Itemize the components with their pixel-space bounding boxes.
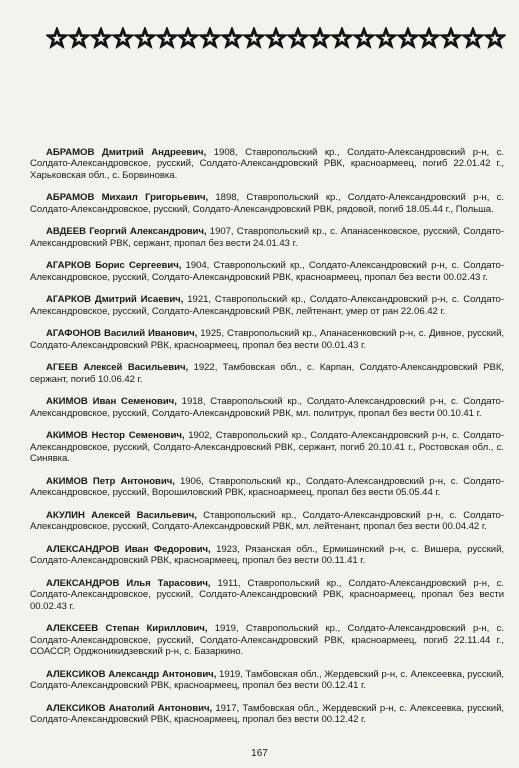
entry-details: Ставропольский кр., Солдато-Александровский р-н, с. Солдато-Александровское, русский, Солдато-Александровский РВК, мл. лейтенант, пропал без вести 00.04.42 г. bbox=[30, 509, 504, 533]
memorial-entry bbox=[30, 669, 504, 692]
entry-name: АГЕЕВ Алексей Васильевич, bbox=[46, 362, 189, 374]
entry-name: АЛЕКСАНДРОВ Иван Федорович, bbox=[46, 543, 211, 555]
star-outline-icon bbox=[199, 27, 221, 49]
star-outline-icon bbox=[221, 27, 243, 49]
star-outline-icon bbox=[68, 27, 90, 49]
entry-details: 1904, Ставропольский кр., Солдато-Александровский р-н, с. Солдато-Александровское, русский, Солдато-Александровский РВК, красноармеец, пропал без вести 00.02.43 г. bbox=[30, 260, 504, 283]
star-outline-icon bbox=[462, 27, 484, 49]
memorial-entry bbox=[30, 328, 504, 351]
memorial-entry bbox=[30, 544, 504, 567]
page-number: 167 bbox=[251, 748, 268, 759]
star-outline-icon bbox=[90, 27, 112, 49]
entry-name: АКИМОВ Иван Семенович, bbox=[46, 396, 177, 408]
memorial-entry bbox=[30, 623, 504, 657]
entry-details: 1918, Ставропольский кр., Солдато-Александровский р-н, с. Солдато-Александровское, русский, Солдато-Александровский РВК, мл. политрук, пропал без вести 00.10.41 г. bbox=[30, 396, 504, 419]
entry-details: 1902, Ставропольский кр., Солдато-Александровский р-н, с. Солдато-Александровское, русский, Солдато-Александровский РВК, сержант, погиб 20.10.41 г., Ростовская обл., с. Синявка. bbox=[30, 430, 504, 465]
memorial-entry bbox=[30, 192, 504, 215]
entry-name: АБРАМОВ Дмитрий Андреевич, bbox=[46, 147, 207, 158]
entry-details: 1923, Рязанская обл., Ермишинский р-н, с. Вишера, русский, Солдато-Александровский РВК, красноармеец, пропал без вести 00.11.41 г. bbox=[30, 543, 504, 567]
star-outline-icon bbox=[287, 27, 309, 49]
star-outline-icon bbox=[112, 27, 134, 49]
star-outline-icon bbox=[353, 27, 375, 49]
star-outline-icon bbox=[134, 27, 156, 49]
memorial-entry bbox=[30, 362, 504, 385]
memorial-entry bbox=[30, 476, 504, 499]
star-outline-icon bbox=[46, 27, 68, 49]
entry-name: АКУЛИН Алексей Васильевич, bbox=[46, 509, 197, 521]
entry-details: 1919, Тамбовская обл., Жердевский р-н, с. Алексеевка, русский, Солдато-Александровский РВК, красноармеец, пропал без вести 00.12.41 г. bbox=[30, 668, 504, 692]
entry-details: 1908, Ставропольский кр., Солдато-Александровский р-н, с. Солдато-Александровское, русский, Солдато-Александровский РВК, красноармеец, погиб 22.01.42 г., Харьковская обл., с. Борвиновка. bbox=[30, 147, 504, 181]
entry-name: АГАРКОВ Борис Сергеевич, bbox=[46, 260, 182, 272]
memorial-entry bbox=[30, 396, 504, 419]
star-border-decoration bbox=[46, 27, 506, 53]
entry-name: АКИМОВ Петр Антонович, bbox=[46, 475, 175, 487]
entry-details: 1898, Ставропольский кр., Солдато-Александровский р-н, с. Солдато-Александровское, русский, Солдато-Александровский РВК, рядовой, погиб 18.05.44 г., Польша. bbox=[30, 192, 504, 215]
memorial-entry bbox=[30, 226, 504, 249]
entry-name: АБРАМОВ Михаил Григорьевич, bbox=[46, 192, 209, 204]
entry-details: 1919, Ставропольский кр., Солдато-Александровский р-н, с. Солдато-Александровское, русский, Солдато-Александровский РВК, красноармеец, погиб 22.11.44 г., СОАССР, Орджоникидзевский р-н, с. Базаркино. bbox=[30, 623, 504, 658]
star-outline-icon bbox=[375, 27, 397, 49]
star-outline-icon bbox=[309, 27, 331, 49]
entry-name: АВДЕЕВ Георгий Александрович, bbox=[46, 226, 207, 238]
entry-details: 1921, Ставропольский кр., Солдато-Александровский р-н, с. Солдато-Александровское, русский, Солдато-Александровский РВК, лейтенант, умер от ран 22.06.42 г. bbox=[30, 294, 504, 317]
entry-details: 1922, Тамбовская обл., с. Карпан, Солдато-Александровский РВК, сержант, погиб 10.06.42 г. bbox=[30, 362, 504, 385]
star-outline-icon bbox=[243, 27, 265, 49]
memorial-entry-list bbox=[30, 147, 504, 737]
entry-name: АЛЕКСИКОВ Александр Антонович, bbox=[46, 668, 217, 680]
entry-name: АЛЕКСИКОВ Анатолий Антонович, bbox=[46, 702, 213, 714]
memorial-entry bbox=[30, 578, 504, 612]
star-outline-icon bbox=[177, 27, 199, 49]
star-outline-icon bbox=[397, 27, 419, 49]
memorial-entry bbox=[30, 294, 504, 317]
entry-details: 1917, Тамбовская обл., Жердевский р-н, с. Алексеевка, русский, Солдато-Александровский РВК, красноармеец, пропал без вести 00.12.42 г. bbox=[30, 702, 504, 726]
star-outline-icon bbox=[331, 27, 353, 49]
entry-name: АКИМОВ Нестор Семенович, bbox=[46, 430, 185, 442]
entry-details: 1911, Ставропольский кр., Солдато-Александровский р-н, с. Солдато-Александровское, русский, Солдато-Александровский РВК, красноармеец, пропал без вести 00.02.43 г. bbox=[30, 577, 504, 612]
entry-details: 1906, Ставропольский кр., Солдато-Александровский р-н, с. Солдато-Александровское, русский, Ворошиловский РВК, красноармеец, пропал без вести 05.05.44 г. bbox=[30, 475, 504, 499]
entry-name: АЛЕКСАНДРОВ Илья Тарасович, bbox=[46, 577, 211, 589]
star-outline-icon bbox=[265, 27, 287, 49]
memorial-entry bbox=[30, 147, 504, 181]
entry-details: 1907, Ставропольский кр., с. Апанасенковское, русский, Солдато-Александровский РВК, сержант, пропал без вести 24.01.43 г. bbox=[30, 226, 504, 249]
entry-name: АГАФОНОВ Василий Иванович, bbox=[46, 328, 198, 340]
star-outline-icon bbox=[418, 27, 440, 49]
memorial-entry bbox=[30, 260, 504, 283]
memorial-entry bbox=[30, 703, 504, 726]
star-outline-icon bbox=[440, 27, 462, 49]
memorial-entry bbox=[30, 430, 504, 464]
memorial-entry bbox=[30, 510, 504, 533]
star-outline-icon bbox=[156, 27, 178, 49]
entry-details: 1925, Ставропольский кр., Апанасенковский р-н, с. Дивное, русский, Солдато-Александровский РВК, красноармеец, пропал без вести 00.01.43 г. bbox=[30, 328, 505, 351]
entry-name: АЛЕКСЕЕВ Степан Кириллович, bbox=[46, 623, 208, 635]
star-outline-icon bbox=[484, 27, 506, 49]
entry-name: АГАРКОВ Дмитрий Исаевич, bbox=[46, 294, 184, 306]
